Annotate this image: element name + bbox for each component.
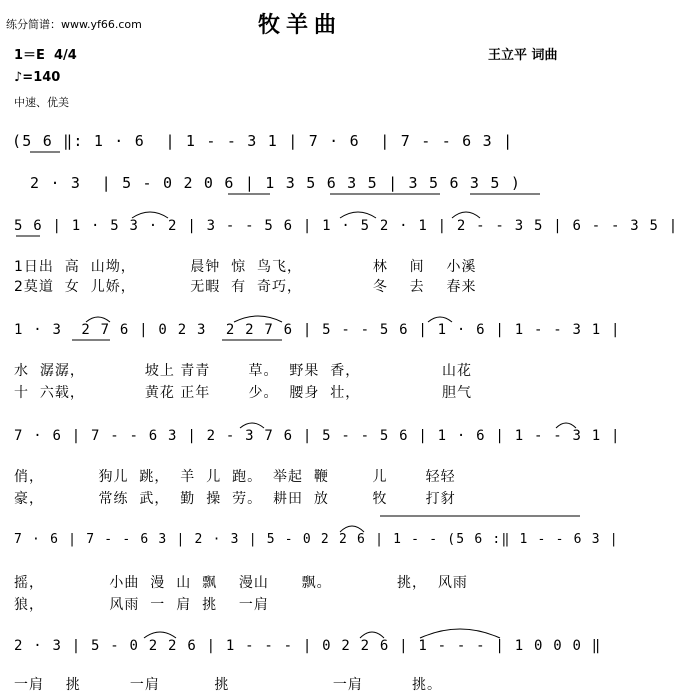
notation-line-5: 7 · 6 | 7 - - 6 3 | 2 - 3 7 6 | 5 - - 5 6 | 1 · 6 | 1 - - 3 1 | xyxy=(14,428,621,444)
key-signature: 1＝E 4/4 xyxy=(14,48,77,63)
notation-line-4: 1 · 3 2 7 6 | 0 2 3 2 2 7 6 | 5 - - 5 6 | 1 · 6 | 1 - - 3 1 | xyxy=(14,322,621,338)
notation-line-3: 5 6 | 1 · 5 3 · 2 | 3 - - 5 6 | 1 · 5 2 · 1 | 2 - - 3 5 | 6 - - 3 5 | xyxy=(14,218,678,234)
lyric-line-4a: 水 潺潺， 坡上 青青 草。 野果 香， 山花 xyxy=(14,363,473,379)
lyric-line-5b: 豪， 常练 武， 勤 操 劳。 耕田 放 牧 打豺 xyxy=(14,491,456,507)
notation-line-6: 7 · 6 | 7 - - 6 3 | 2 · 3 | 5 - 0 2 2 6 | 1 - - (5 6 :‖ 1 - - 6 3 | xyxy=(14,532,619,547)
lyric-line-4b: 十 六载， 黄花 正年 少。 腰身 壮， 胆气 xyxy=(14,385,473,401)
notation-line-2: 2 · 3 | 5 - 0 2 0 6 | 1 3 5 6 3 5 | 3 5 6 3 5 ) xyxy=(30,174,522,192)
lyric-line-3b: 2莫道 女 儿娇， 无暇 有 奇巧， 冬 去 春来 xyxy=(14,279,477,295)
lyric-line-3a: 1日出 高 山坳， 晨钟 惊 鸟飞， 林 间 小溪 xyxy=(14,259,477,275)
site-watermark: 练分简谱：www.yf66.com xyxy=(6,18,142,31)
lyric-line-5a: 俏， 狗儿 跳， 羊 儿 跑。 举起 鞭 儿 轻轻 xyxy=(14,469,456,485)
notation-line-7: 2 · 3 | 5 - 0 2 2 6 | 1 - - - | 0 2 2 6 | 1 - - - | 1 0 0 0 ‖ xyxy=(14,638,602,654)
lyric-line-6b: 狼， 风雨 一 肩 挑 一肩 xyxy=(14,597,269,613)
composer-credit: 王立平 词曲 xyxy=(488,48,558,63)
expression-marking: 中速、优美 xyxy=(14,96,69,109)
notation-line-1: (5 6 ‖: 1 · 6 | 1 - - 3 1 | 7 · 6 | 7 - - 6 3 | xyxy=(12,132,514,150)
lyric-line-6a: 摇， 小曲 漫 山 飘 漫山 飘。 挑， 风雨 xyxy=(14,575,468,591)
tempo-marking: ♪=140 xyxy=(14,70,61,85)
song-title: 牧羊曲 xyxy=(258,12,343,38)
lyric-line-7: 一肩 挑 一肩 挑 一肩 挑。 xyxy=(14,677,442,693)
